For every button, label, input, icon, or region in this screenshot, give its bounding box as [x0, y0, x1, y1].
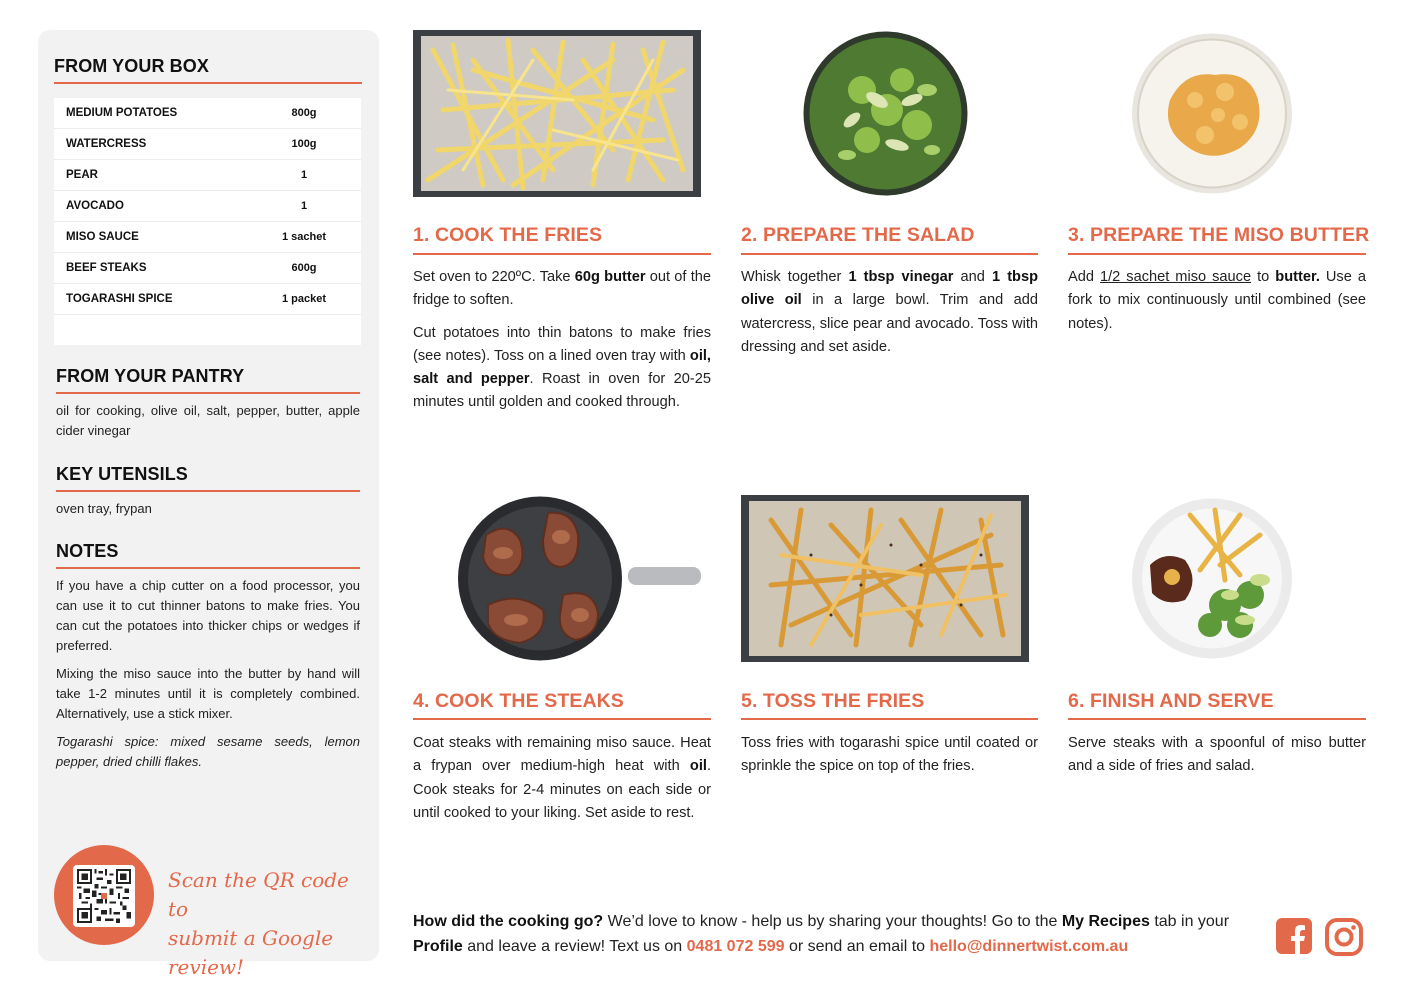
qr-review-prompt: [168, 866, 368, 982]
note-paragraph: Mixing the miso sauce into the butter by hand will take 1-2 minutes until it is completely combined. Alternatively, use a stick mixer.: [56, 666, 360, 721]
salad-bowl-photo: [802, 30, 969, 197]
miso-butter-bowl-photo: [1130, 30, 1294, 197]
step-2-instructions: Whisk together 1 tbsp vinegar and 1 tbsp olive oil in a large bowl. Trim and add watercress, slice pear and avocado. Toss with dressing and set aside.: [741, 269, 1039, 355]
step-4-title: 4. COOK THE STEAKS: [413, 690, 624, 712]
ingredient-qty: 1: [300, 200, 308, 212]
step-divider: [413, 718, 711, 720]
ingredient-name: WATERCRESS: [66, 138, 147, 150]
step-2-title: 2. PREPARE THE SALAD: [741, 224, 975, 246]
ingredients-sidebar: [38, 30, 379, 979]
step-5-title: 5. TOSS THE FRIES: [741, 690, 925, 712]
phone-link[interactable]: 0481 072 599: [686, 938, 785, 955]
notes-heading: NOTES: [56, 541, 119, 561]
qr-badge[interactable]: [54, 845, 154, 945]
plated-meal-photo: [1130, 495, 1294, 662]
qr-prompt-line: Scan the QR code to: [168, 868, 349, 921]
note-paragraph: Togarashi spice: mixed sesame seeds, lemon pepper, dried chilli flakes.: [56, 734, 360, 769]
roasted-fries-tray-photo: [741, 495, 1029, 662]
notes-body: [56, 576, 360, 780]
step-4-instructions: Coat steaks with remaining miso sauce. Heat a frypan over medium-high heat with oil. Cook steaks for 2-4 minutes on each side or until cooked to your liking. Set aside to rest.: [413, 735, 711, 821]
ingredient-name: PEAR: [66, 169, 98, 181]
ingredient-qty: 1: [300, 169, 308, 181]
step-3-title: 3. PREPARE THE MISO BUTTER: [1068, 224, 1370, 246]
ingredient-name: MISO SAUCE: [66, 231, 139, 243]
qr-prompt-line: submit a Google review!: [168, 926, 334, 979]
step-6-title: 6. FINISH AND SERVE: [1068, 690, 1274, 712]
from-your-box-heading: FROM YOUR BOX: [54, 56, 209, 76]
fries-tray-photo: [413, 30, 701, 197]
ingredient-qty: 1 packet: [281, 293, 327, 305]
ingredient-name: BEEF STEAKS: [66, 262, 147, 274]
ingredient-row: [54, 284, 361, 315]
note-paragraph: If you have a chip cutter on a food processor, you can use it to cut thinner batons to make fries. You can cut the potatoes into thicker chips or wedges if preferred.: [56, 578, 360, 653]
ingredient-row: [54, 222, 361, 253]
step-1-instructions: Set oven to 220ºC. Take 60g butter out of the fridge to soften. Cut potatoes into thin batons to make fries (see notes). Toss on a lined oven tray with oil, salt and pepper. Roast in oven for 20-25 minutes until golden and cooked through.: [413, 269, 712, 411]
instagram-icon[interactable]: [1325, 918, 1363, 956]
ingredients-table: [54, 98, 361, 345]
ingredient-name: MEDIUM POTATOES: [66, 107, 178, 119]
utensils-list: oven tray, frypan: [56, 501, 152, 516]
key-utensils-heading: KEY UTENSILS: [56, 464, 188, 484]
email-link[interactable]: hello@dinnertwist.com.au: [929, 938, 1129, 955]
heading-divider: [56, 490, 360, 492]
step-5-instructions: Toss fries with togarashi spice until coated or sprinkle the spice on top of the fries.: [741, 735, 1038, 775]
ingredient-qty: 100g: [291, 138, 317, 150]
ingredient-row: [54, 191, 361, 222]
feedback-footer: How did the cooking go? We’d love to know - help us by sharing your thoughts! Go to the My Recipes tab in your Profile and leave a review! Text us on 0481 072 599 or send an email to hello@dinnertwist.com.au: [413, 913, 1230, 955]
step-3-instructions: Add 1/2 sachet miso sauce to butter. Use a fork to mix continuously until combined (see notes).: [1068, 269, 1366, 332]
heading-divider: [56, 392, 360, 394]
step-divider: [1068, 718, 1366, 720]
step-1-title: 1. COOK THE FRIES: [413, 224, 603, 246]
steaks-frypan-photo: [448, 495, 701, 662]
pantry-list: oil for cooking, olive oil, salt, pepper, butter, apple cider vinegar: [56, 403, 360, 438]
ingredient-qty: 1 sachet: [281, 231, 327, 243]
ingredient-row: [54, 253, 361, 284]
facebook-icon[interactable]: [1276, 918, 1314, 956]
step-6-instructions: Serve steaks with a spoonful of miso butter and a side of fries and salad.: [1068, 735, 1366, 775]
ingredient-row: [54, 160, 361, 191]
step-divider: [413, 253, 711, 255]
step-divider: [1068, 253, 1366, 255]
from-your-pantry-heading: FROM YOUR PANTRY: [56, 366, 245, 386]
ingredient-name: AVOCADO: [66, 200, 124, 212]
step-divider: [741, 253, 1038, 255]
qr-code-icon[interactable]: [73, 865, 135, 927]
ingredient-name: TOGARASHI SPICE: [66, 293, 173, 305]
step-divider: [741, 718, 1038, 720]
ingredient-row: [54, 129, 361, 160]
ingredient-qty: 800g: [291, 107, 317, 119]
heading-divider: [54, 82, 362, 84]
ingredient-row: [54, 98, 361, 129]
ingredient-qty: 600g: [291, 262, 317, 274]
heading-divider: [56, 567, 360, 569]
